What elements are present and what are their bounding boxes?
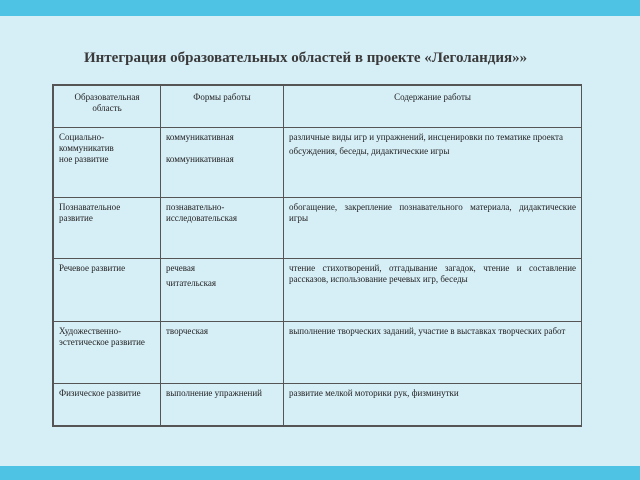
- form-item: речевая: [166, 263, 196, 273]
- content-item: различные виды игр и упражнений, инсценировки по тематике проекта: [289, 132, 564, 142]
- form-item: творческая: [166, 326, 209, 336]
- content-cell: [284, 384, 582, 426]
- area-cell: [54, 128, 161, 198]
- form-item: познавательно-исследовательская: [166, 202, 238, 223]
- table-row: [54, 322, 582, 384]
- area-line: ное развитие: [59, 154, 109, 164]
- table-row: [54, 128, 582, 198]
- table-row: [54, 384, 582, 426]
- form-item: выполнение упражнений: [166, 388, 262, 398]
- forms-cell: [161, 322, 284, 384]
- area-cell: Речевое развитие: [54, 259, 161, 322]
- content-item: развитие мелкой моторики рук, физминутки: [289, 388, 459, 398]
- forms-cell: [161, 259, 284, 322]
- top-accent-bar: [0, 0, 640, 16]
- form-item: коммуникативная: [166, 154, 234, 164]
- table-row: [54, 259, 582, 322]
- header-area: Образовательная область: [54, 86, 161, 128]
- content-item: чтение стихотворений, отгадывание загадок, чтение и составление рассказов, использование речевых игр, беседы: [289, 263, 576, 284]
- area-line: коммуникатив: [59, 143, 114, 153]
- forms-cell: [161, 384, 284, 426]
- content-cell: [284, 128, 582, 198]
- content-item: обсуждения, беседы, дидактические игры: [289, 146, 450, 156]
- forms-cell: [161, 198, 284, 259]
- area-cell: Познавательное развитие: [54, 198, 161, 259]
- content-cell: [284, 322, 582, 384]
- form-item: читательская: [166, 278, 217, 288]
- header-forms: Формы работы: [161, 86, 284, 128]
- area-line: Социально-: [59, 132, 105, 142]
- area-cell: Физическое развитие: [54, 384, 161, 426]
- content-item: обогащение, закрепление познавательного материала, дидактические игры: [289, 202, 576, 223]
- content-cell: [284, 259, 582, 322]
- content-cell: [284, 198, 582, 259]
- content-item: выполнение творческих заданий, участие в выставках творческих работ: [289, 326, 566, 336]
- integration-table: [52, 84, 582, 427]
- area-cell: Художественно-эстетическое развитие: [54, 322, 161, 384]
- table: [53, 85, 582, 426]
- bottom-accent-bar: [0, 466, 640, 480]
- header-content: Содержание работы: [284, 86, 582, 128]
- table-header-row: [54, 86, 582, 128]
- forms-cell: [161, 128, 284, 198]
- slide-title: Интеграция образовательных областей в проекте «Леголандия»»: [84, 50, 528, 66]
- form-item: коммуникативная: [166, 132, 234, 142]
- table-row: [54, 198, 582, 259]
